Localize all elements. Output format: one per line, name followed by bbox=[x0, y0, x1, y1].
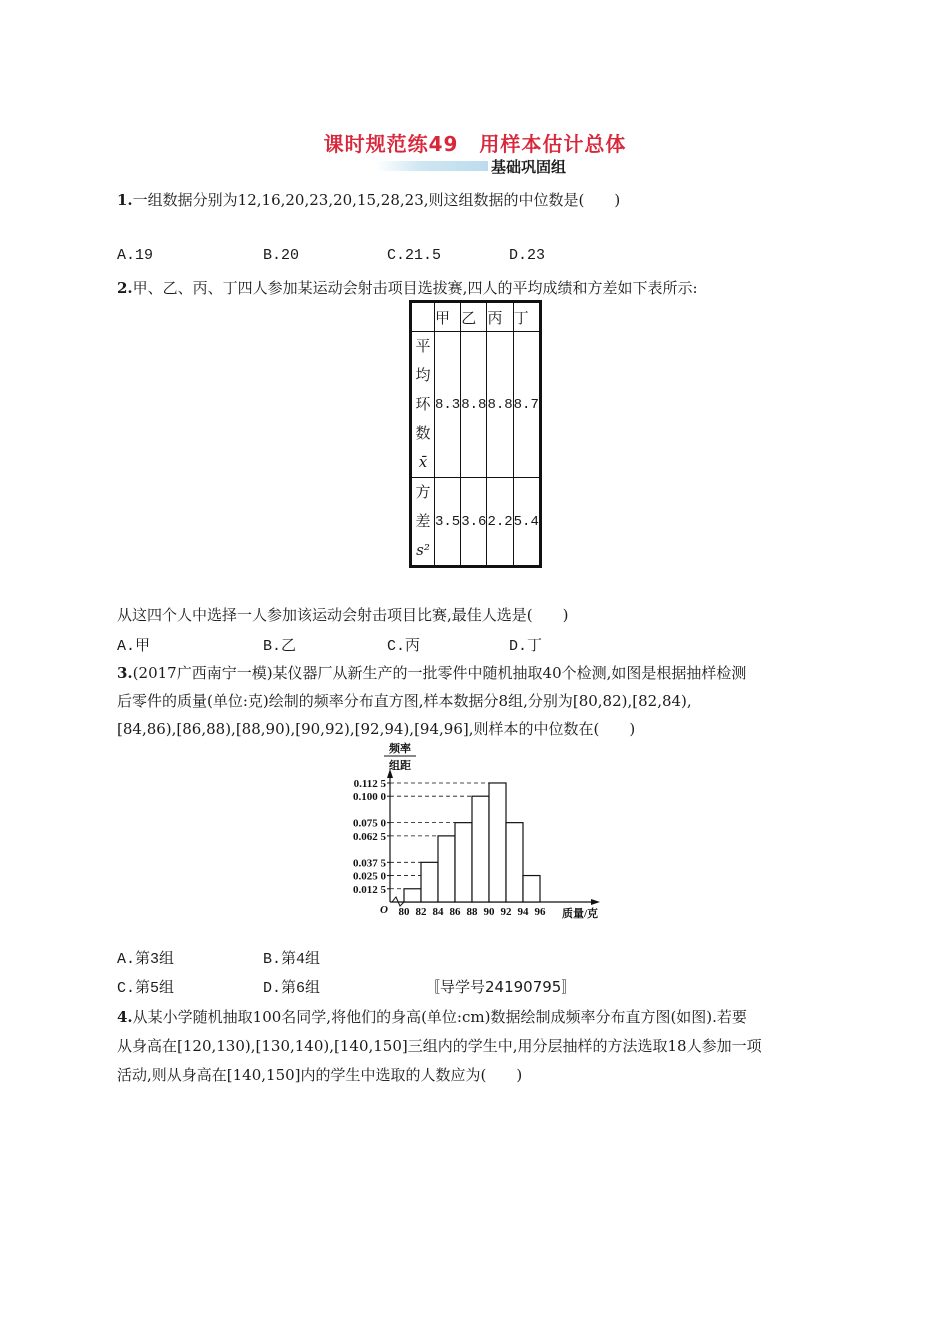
y-tick-label: 0.012 5 bbox=[353, 883, 386, 896]
y-axis-label-numerator: 频率 bbox=[389, 743, 411, 755]
histogram-bar bbox=[404, 889, 421, 902]
x-axis-arrow bbox=[591, 899, 600, 905]
y-tick-label: 0.062 5 bbox=[353, 830, 386, 843]
x-tick-label: 92 bbox=[500, 906, 512, 918]
q2-option-a: A.甲 bbox=[117, 638, 151, 655]
table-corner-cell bbox=[411, 302, 435, 332]
q1-option-d: D.23 bbox=[509, 247, 546, 264]
frequency-histogram bbox=[340, 742, 610, 924]
table-cell: 8.8 bbox=[487, 332, 513, 478]
question-text: 一组数据分别为12,16,20,23,20,15,28,23,则这组数据的中位数是( ) bbox=[132, 191, 621, 209]
question-text-line-2: 后零件的质量(单位:克)绘制的频率分布直方图,样本数据分8组,分别为[80,82),[82,84), bbox=[117, 692, 692, 710]
reference-number: 〚导学号24190795〛 bbox=[425, 978, 577, 996]
table-cell: 3.5 bbox=[435, 478, 461, 567]
page-title: 课时规范练49 用样本估计总体 bbox=[323, 132, 627, 156]
y-tick-label: 0.037 5 bbox=[353, 857, 386, 870]
y-tick-label: 0.112 5 bbox=[353, 777, 386, 790]
table-header-cell: 乙 bbox=[461, 302, 487, 332]
histogram-bar bbox=[506, 823, 523, 902]
q1-option-a: A.19 bbox=[117, 247, 154, 264]
question-4 bbox=[117, 1006, 747, 1027]
scores-table bbox=[409, 300, 542, 568]
table-cell: 2.2 bbox=[487, 478, 513, 567]
q2-followup: 从这四个人中选择一人参加该运动会射击项目比赛,最佳人选是( ) bbox=[117, 606, 569, 624]
question-2 bbox=[117, 277, 698, 298]
table-header-cell: 甲 bbox=[435, 302, 461, 332]
section-highlight-bar bbox=[376, 161, 488, 171]
x-tick-label: 80 bbox=[398, 906, 410, 918]
table-cell: 8.3 bbox=[435, 332, 461, 478]
q3-option-a: A.第3组 bbox=[117, 951, 175, 968]
section-title: 基础巩固组 bbox=[491, 158, 567, 176]
x-tick-label: 86 bbox=[449, 906, 461, 918]
q3-option-b: B.第4组 bbox=[263, 951, 321, 968]
table-cell: 5.4 bbox=[513, 478, 540, 567]
question-text-line-1: (2017广西南宁一模)某仪器厂从新生产的一批零件中随机抽取40个检测,如图是根据抽样检测 bbox=[132, 664, 747, 682]
q3-option-d: D.第6组 bbox=[263, 980, 321, 997]
x-tick-label: 90 bbox=[483, 906, 495, 918]
question-number: 4. bbox=[117, 1008, 133, 1026]
question-number: 1. bbox=[117, 191, 133, 209]
row-label-variance: 方 差 s² bbox=[411, 478, 435, 567]
x-tick-label: 82 bbox=[415, 906, 427, 918]
row-label-mean: 平 均 环 数 x̄ bbox=[411, 332, 435, 478]
histogram-bar bbox=[455, 823, 472, 902]
x-tick-label: 96 bbox=[534, 906, 546, 918]
q1-option-c: C.21.5 bbox=[387, 247, 442, 264]
table-cell: 3.6 bbox=[461, 478, 487, 567]
y-tick-label: 0.075 0 bbox=[353, 817, 386, 830]
question-3 bbox=[117, 662, 746, 683]
q2-option-b: B.乙 bbox=[263, 638, 297, 655]
q1-option-b: B.20 bbox=[263, 247, 300, 264]
y-tick-label: 0.025 0 bbox=[353, 870, 386, 883]
histogram-bar bbox=[523, 876, 540, 902]
table-cell: 8.8 bbox=[461, 332, 487, 478]
question-text: 甲、乙、丙、丁四人参加某运动会射击项目选拔赛,四人的平均成绩和方差如下表所示: bbox=[132, 279, 698, 297]
x-tick-label: 94 bbox=[517, 906, 529, 918]
histogram-bar bbox=[421, 862, 438, 902]
q3-option-c: C.第5组 bbox=[117, 980, 175, 997]
question-number: 3. bbox=[117, 664, 133, 682]
x-tick-label: 84 bbox=[432, 906, 444, 918]
table-header-row bbox=[411, 302, 541, 332]
y-tick-label: 0.100 0 bbox=[353, 791, 386, 804]
table-header-cell: 丁 bbox=[513, 302, 540, 332]
x-tick-label: 88 bbox=[466, 906, 478, 918]
origin-label: O bbox=[380, 904, 388, 916]
table-header-cell: 丙 bbox=[487, 302, 513, 332]
question-1 bbox=[117, 189, 620, 210]
histogram-bar bbox=[472, 796, 489, 902]
question-text-line-3: 活动,则从身高在[140,150]内的学生中选取的人数应为( ) bbox=[117, 1066, 523, 1084]
question-text-line-2: 从身高在[120,130),[130,140),[140,150]三组内的学生中,用分层抽样的方法选取18人参加一项 bbox=[117, 1037, 762, 1055]
table-row-variance bbox=[411, 478, 541, 567]
histogram-bar bbox=[438, 836, 455, 902]
q2-option-c: C.丙 bbox=[387, 638, 421, 655]
question-number: 2. bbox=[117, 279, 133, 297]
y-axis-label-denominator: 组距 bbox=[389, 760, 411, 772]
table-cell: 8.7 bbox=[513, 332, 540, 478]
x-axis-label: 质量/克 bbox=[562, 908, 599, 920]
table-row-mean bbox=[411, 332, 541, 478]
histogram-bar bbox=[489, 783, 506, 902]
q2-option-d: D.丁 bbox=[509, 638, 543, 655]
question-text-line-3: [84,86),[86,88),[88,90),[90,92),[92,94),[94,96],则样本的中位数在( ) bbox=[117, 720, 636, 738]
question-text-line-1: 从某小学随机抽取100名同学,将他们的身高(单位:cm)数据绘制成频率分布直方图(如图).若要 bbox=[132, 1008, 747, 1026]
